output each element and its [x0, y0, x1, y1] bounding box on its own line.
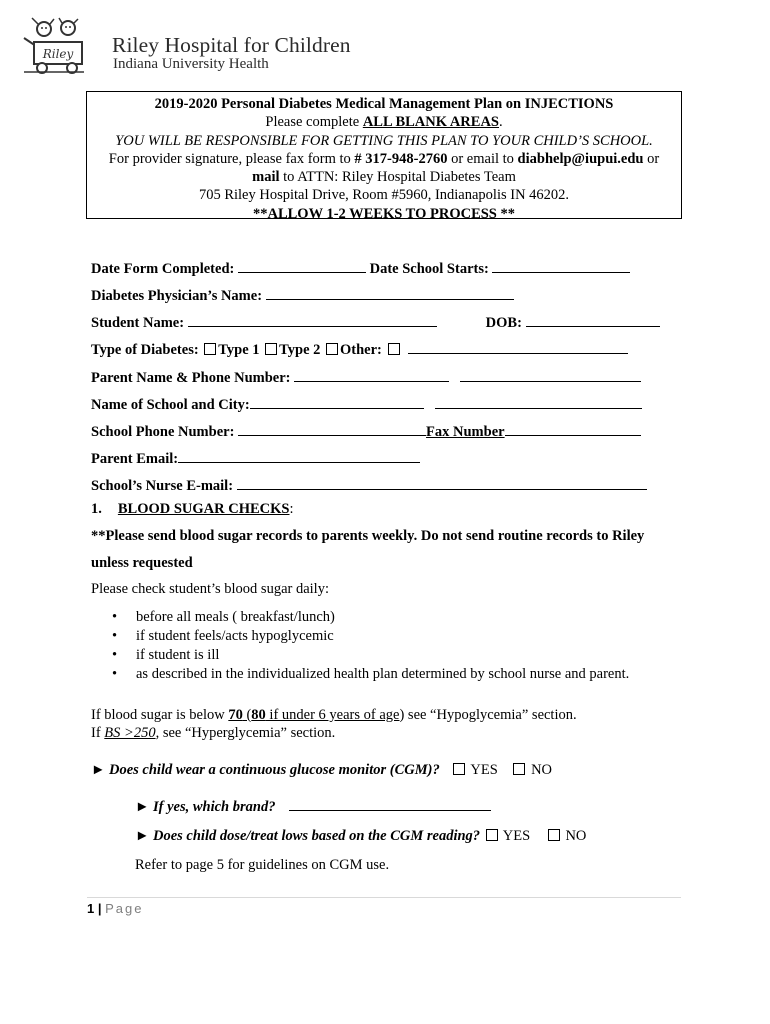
riley-wagon-icon [22, 16, 108, 76]
physician-label: Diabetes Physician’s Name: [91, 288, 266, 304]
other-value-checkbox[interactable] [388, 343, 400, 355]
complete-suffix: . [499, 114, 503, 131]
date-row [91, 258, 630, 278]
records-note-line2: unless requested [91, 555, 193, 571]
cgm-brand-row [135, 796, 491, 816]
fax-number: # 317-948-2760 [354, 150, 448, 167]
arrow-icon: ► [135, 828, 150, 844]
responsibility-note: YOU WILL BE RESPONSIBLE FOR GETTING THIS PLAN TO YOUR CHILD’S SCHOOL. [115, 132, 653, 149]
parent-email-row [91, 448, 420, 468]
section-number: 1. [91, 501, 102, 517]
header-box [86, 91, 682, 222]
cgm-dose-no-label: NO [565, 828, 587, 844]
complete-prefix: Please complete [265, 114, 363, 131]
logo-subtitle: Indiana University Health [113, 56, 269, 72]
fax-prefix: For provider signature, please fax form to [108, 150, 355, 167]
complete-emphasis: ALL BLANK AREAS [362, 114, 499, 131]
type1-label: Type 1 [218, 342, 264, 358]
list-item: • if student is ill [112, 647, 220, 663]
cgm-dose-yes-label: YES [502, 828, 531, 844]
cgm-yes-label: YES [470, 762, 498, 778]
logo-title: Riley Hospital for Children [112, 33, 351, 57]
fax-number-label: Fax Number [426, 424, 505, 440]
below-suffix: ) see “Hypoglycemia” section. [399, 707, 577, 723]
page-footer [87, 901, 143, 916]
other-field[interactable] [408, 339, 628, 354]
plan-title: 2019-2020 Personal Diabetes Medical Management Plan on INJECTIONS [154, 96, 614, 112]
date-school-label: Date School Starts: [365, 261, 493, 277]
cgm-yes-checkbox[interactable] [453, 763, 465, 775]
diabetes-type-row [91, 339, 628, 359]
below-under: if under 6 years of age [265, 707, 400, 723]
date-school-field[interactable] [492, 258, 630, 273]
school-name-field[interactable] [250, 394, 424, 409]
list-item: • as described in the individualized health plan determined by school nurse and parent. [112, 666, 630, 682]
student-field[interactable] [188, 312, 437, 327]
section-colon: : [289, 501, 294, 517]
records-note-line1: **Please send blood sugar records to parents weekly. Do not send routine records to Riley [91, 528, 645, 544]
list-item: • if student feels/acts hypoglycemic [112, 628, 334, 644]
cgm-question-row [91, 762, 552, 779]
processing-time: **ALLOW 1-2 WEEKS TO PROCESS ** [252, 205, 515, 222]
bs-threshold: BS >250 [104, 725, 156, 741]
cgm-refer-note: Refer to page 5 for guidelines on CGM use. [135, 857, 390, 873]
cgm-no-checkbox[interactable] [513, 763, 525, 775]
parent-email-field[interactable] [178, 448, 420, 463]
mail-address: 705 Riley Hospital Drive, Room #5960, Indianapolis IN 46202. [198, 187, 570, 204]
page-number: 1 [87, 901, 95, 916]
if-suffix: , see “Hyperglycemia” section. [155, 725, 336, 741]
complete-instruction [87, 113, 681, 131]
cgm-dose-question: Does child dose/treat lows based on the CGM reading? [152, 828, 481, 844]
school-city-label: Name of School and City: [91, 397, 250, 413]
school-phone-row [91, 421, 641, 441]
below-paren: ( [242, 707, 252, 723]
riley-logo [22, 16, 351, 76]
nurse-email-row [91, 475, 647, 495]
logo-badge-text: Riley [42, 47, 74, 61]
hypoglycemia-note [91, 707, 577, 724]
parent-email-label: Parent Email: [91, 451, 179, 467]
bullet-text: as described in the individualized health plan determined by school nurse and parent. [136, 666, 630, 682]
type2-label: Type 2 [279, 342, 325, 358]
type2-checkbox[interactable] [265, 343, 277, 355]
cgm-no-label: NO [531, 762, 553, 778]
date-completed-field[interactable] [238, 258, 366, 273]
cgm-dose-row [135, 828, 586, 845]
bullet-text: if student feels/acts hypoglycemic [136, 628, 334, 644]
cgm-dose-yes-checkbox[interactable] [486, 829, 498, 841]
school-phone-field[interactable] [238, 421, 426, 436]
email-prefix: or email to [447, 150, 518, 167]
section-blood-sugar-heading [91, 501, 294, 518]
footer-separator: | [94, 901, 106, 916]
diabetes-type-label: Type of Diabetes: [91, 342, 203, 358]
below-80: 80 [251, 707, 266, 723]
physician-field[interactable] [266, 285, 514, 300]
footer-divider [87, 897, 681, 898]
parent-phone-field[interactable] [460, 367, 641, 382]
fax-number-field[interactable] [505, 421, 641, 436]
cgm-question: Does child wear a continuous glucose monitor (CGM)? [108, 762, 440, 778]
physician-row [91, 285, 514, 305]
email-suffix: or [643, 150, 660, 167]
mail-word: mail [252, 169, 280, 186]
cgm-brand-question: If yes, which brand? [152, 799, 276, 815]
hyperglycemia-note [91, 725, 335, 742]
student-label: Student Name: [91, 315, 188, 331]
below-70: 70 [228, 707, 243, 723]
check-intro: Please check student’s blood sugar daily: [91, 581, 329, 597]
page-word: Page [105, 901, 144, 916]
cgm-dose-no-checkbox[interactable] [548, 829, 560, 841]
nurse-email-field[interactable] [237, 475, 647, 490]
dob-label: DOB: [485, 315, 526, 331]
email-address: diabhelp@iupui.edu [517, 150, 644, 167]
date-completed-label: Date Form Completed: [91, 261, 238, 277]
school-city-field[interactable] [435, 394, 642, 409]
parent-name-field[interactable] [294, 367, 449, 382]
parent-label: Parent Name & Phone Number: [91, 370, 295, 386]
list-item: • before all meals ( breakfast/lunch) [112, 609, 335, 625]
fax-instruction [87, 150, 681, 168]
student-row [91, 312, 660, 332]
section-title: BLOOD SUGAR CHECKS [117, 501, 290, 517]
mail-rest: to ATTN: Riley Hospital Diabetes Team [279, 169, 516, 186]
type1-checkbox[interactable] [204, 343, 216, 355]
bullet-text: before all meals ( breakfast/lunch) [136, 609, 335, 625]
school-phone-label: School Phone Number: [91, 424, 239, 440]
other-checkbox[interactable] [326, 343, 338, 355]
other-label: Other: [340, 342, 386, 358]
dob-field[interactable] [526, 312, 660, 327]
cgm-brand-field[interactable] [289, 796, 491, 811]
mail-instruction [87, 168, 681, 186]
bullet-text: if student is ill [136, 647, 220, 663]
nurse-email-label: School’s Nurse E-mail: [91, 478, 237, 494]
arrow-icon: ► [135, 799, 150, 815]
if-prefix: If [91, 725, 105, 741]
below-prefix: If blood sugar is below [91, 707, 229, 723]
arrow-icon: ► [91, 762, 106, 778]
school-city-row [91, 394, 642, 414]
parent-row [91, 367, 641, 387]
